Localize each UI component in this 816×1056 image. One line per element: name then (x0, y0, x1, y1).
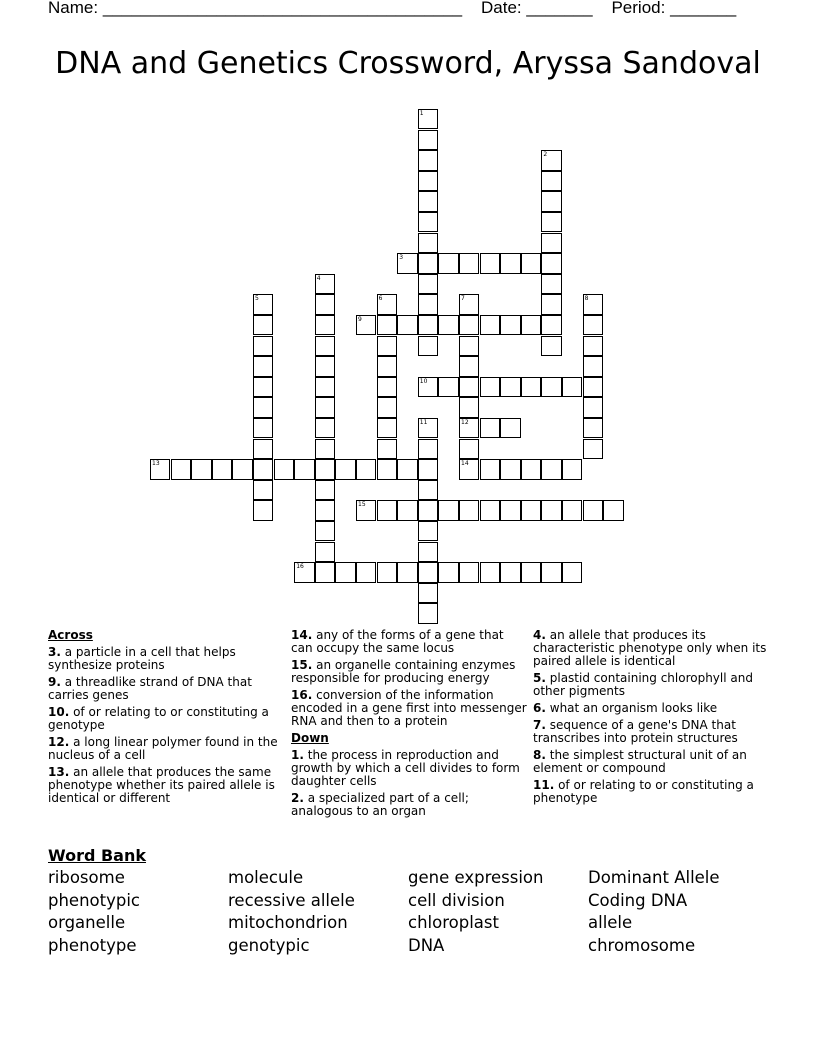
clue-across-9: 9. a threadlike strand of DNA that carries genes (48, 675, 252, 702)
crossword-cell[interactable] (377, 459, 397, 479)
crossword-cell[interactable] (438, 500, 458, 520)
word-bank-word: recessive allele (228, 890, 355, 910)
crossword-cell[interactable] (274, 459, 294, 479)
crossword-cell[interactable] (253, 459, 273, 479)
crossword-cell[interactable] (418, 439, 438, 459)
crossword-cell[interactable] (315, 274, 335, 294)
crossword-cell[interactable] (500, 500, 520, 520)
period-label: Period: (611, 0, 666, 17)
crossword-cell[interactable] (377, 294, 397, 314)
clue-down-5: 5. plastid containing chlorophyll and other pigments (533, 671, 753, 698)
crossword-cell[interactable] (253, 480, 273, 500)
crossword-cell[interactable] (459, 500, 479, 520)
crossword-cell[interactable] (438, 377, 458, 397)
crossword-cell[interactable] (459, 439, 479, 459)
word-bank-column-1 (48, 867, 140, 957)
crossword-cell[interactable] (418, 109, 438, 129)
crossword-cell[interactable] (480, 377, 500, 397)
crossword-cell[interactable] (438, 253, 458, 273)
word-bank-word: phenotypic (48, 890, 140, 910)
crossword-cell[interactable] (356, 562, 376, 582)
clue-across-15: 15. an organelle containing enzymes responsible for producing energy (291, 658, 516, 685)
crossword-cell[interactable] (583, 336, 603, 356)
crossword-cell[interactable] (315, 397, 335, 417)
crossword-cell[interactable] (315, 418, 335, 438)
clue-across-14: 14. any of the forms of a gene that can occupy the same locus (291, 628, 504, 655)
clue-down-6: 6. what an organism looks like (533, 701, 718, 715)
crossword-cell[interactable] (171, 459, 191, 479)
word-bank-word: mitochondrion (228, 913, 348, 933)
crossword-cell[interactable] (253, 500, 273, 520)
clue-across-16: 16. conversion of the information encoded in a gene first into messenger RNA and then to a protein (291, 688, 527, 728)
crossword-cell[interactable] (294, 562, 314, 582)
crossword-cell[interactable] (480, 315, 500, 335)
crossword-cell[interactable] (418, 212, 438, 232)
period-blank[interactable]: _______ (670, 0, 737, 17)
word-bank-column-2 (228, 867, 355, 957)
crossword-cell[interactable] (315, 439, 335, 459)
word-bank-word: cell division (408, 890, 505, 910)
crossword-cell[interactable] (459, 315, 479, 335)
crossword-cell[interactable] (356, 500, 376, 520)
crossword-cell[interactable] (583, 397, 603, 417)
clue-down-11: 11. of or relating to or constituting a phenotype (533, 778, 754, 805)
crossword-cell[interactable] (459, 562, 479, 582)
clue-across-12: 12. a long linear polymer found in the nucleus of a cell (48, 735, 278, 762)
clue-number: 6 (378, 295, 383, 303)
crossword-cell[interactable] (253, 439, 273, 459)
crossword-cell[interactable] (459, 356, 479, 376)
crossword-cell[interactable] (253, 418, 273, 438)
crossword-cell[interactable] (521, 377, 541, 397)
clue-down-1: 1. the process in reproduction and growth by which a cell divides to form daughter cells (291, 748, 520, 788)
crossword-cell[interactable] (418, 583, 438, 603)
clue-number: 5 (255, 295, 259, 303)
crossword-cell[interactable] (397, 459, 417, 479)
crossword-cell[interactable] (377, 500, 397, 520)
crossword-cell[interactable] (521, 459, 541, 479)
crossword-cell[interactable] (418, 233, 438, 253)
crossword-cell[interactable] (253, 356, 273, 376)
crossword-cell[interactable] (315, 459, 335, 479)
crossword-cell[interactable] (356, 459, 376, 479)
clue-number: 11 (419, 419, 428, 426)
crossword-cell[interactable] (583, 377, 603, 397)
clue-across-10: 10. of or relating to or constituting a genotype (48, 705, 269, 732)
crossword-cell[interactable] (294, 459, 314, 479)
crossword-cell[interactable] (315, 315, 335, 335)
clue-down-4: 4. an allele that produces its characteristic phenotype only when its paired allele is identical (533, 628, 767, 668)
crossword-cell[interactable] (541, 191, 561, 211)
crossword-cell[interactable] (480, 562, 500, 582)
crossword-cell[interactable] (521, 315, 541, 335)
crossword-cell[interactable] (541, 500, 561, 520)
crossword-cell[interactable] (480, 253, 500, 273)
word-bank-word: gene expression (408, 868, 544, 887)
word-bank-word: organelle (48, 913, 126, 933)
clue-number: 3 (399, 254, 404, 262)
crossword-cell[interactable] (459, 418, 479, 438)
crossword-cell[interactable] (150, 459, 170, 479)
crossword-cell[interactable] (583, 315, 603, 335)
clue-across-3: 3. a particle in a cell that helps synthesize proteins (48, 645, 236, 672)
word-bank-column-3 (408, 867, 543, 957)
crossword-cell[interactable] (418, 377, 438, 397)
clue-number: 10 (419, 377, 428, 385)
name-label: Name: (48, 0, 99, 17)
crossword-cell[interactable] (253, 377, 273, 397)
crossword-cell[interactable] (459, 294, 479, 314)
clue-number: 16 (296, 563, 304, 571)
word-bank-word: chloroplast (408, 913, 499, 933)
date-label: Date: (481, 0, 522, 17)
word-bank-word: genotypic (228, 935, 310, 955)
crossword-cell[interactable] (335, 562, 355, 582)
crossword-cell[interactable] (315, 356, 335, 376)
clue-number: 13 (152, 460, 160, 468)
clue-down-2: 2. a specialized part of a cell; analogous to an organ (291, 791, 469, 818)
crossword-cell[interactable] (253, 294, 273, 314)
crossword-cell[interactable] (500, 315, 520, 335)
crossword-cell[interactable] (541, 253, 561, 273)
crossword-cell[interactable] (418, 521, 438, 541)
word-bank-column-4 (588, 867, 720, 957)
crossword-cell[interactable] (418, 253, 438, 273)
crossword-cell[interactable] (541, 212, 561, 232)
crossword-cell[interactable] (541, 294, 561, 314)
crossword-cell[interactable] (480, 418, 500, 438)
clue-number: 8 (584, 295, 589, 303)
crossword-cell[interactable] (315, 562, 335, 582)
crossword-cell[interactable] (583, 418, 603, 438)
word-bank-word: DNA (408, 935, 445, 955)
crossword-cell[interactable] (315, 294, 335, 314)
across-heading: Across (48, 628, 93, 642)
crossword-cell[interactable] (562, 500, 582, 520)
crossword-cell[interactable] (541, 150, 561, 170)
crossword-cell[interactable] (377, 439, 397, 459)
crossword-cell[interactable] (541, 377, 561, 397)
crossword-cell[interactable] (583, 294, 603, 314)
crossword-cell[interactable] (418, 562, 438, 582)
word-bank-title: Word Bank (48, 846, 147, 865)
crossword-cell[interactable] (315, 377, 335, 397)
crossword-cell[interactable] (500, 377, 520, 397)
word-bank-word: ribosome (48, 868, 125, 887)
clue-number: 2 (543, 151, 548, 159)
crossword-cell[interactable] (253, 315, 273, 335)
crossword-cell[interactable] (521, 500, 541, 520)
crossword-cell[interactable] (377, 397, 397, 417)
crossword-cell[interactable] (521, 253, 541, 273)
crossword-cell[interactable] (459, 397, 479, 417)
crossword-cell[interactable] (418, 336, 438, 356)
clues-column-1 (48, 629, 284, 809)
crossword-cell[interactable] (335, 459, 355, 479)
crossword-cell[interactable] (418, 603, 438, 623)
crossword-cell[interactable] (397, 562, 417, 582)
crossword-cell[interactable] (500, 562, 520, 582)
crossword-cell[interactable] (418, 171, 438, 191)
crossword-cell[interactable] (459, 253, 479, 273)
crossword-cell[interactable] (418, 542, 438, 562)
crossword-cell[interactable] (397, 500, 417, 520)
crossword-cell[interactable] (377, 315, 397, 335)
clue-number: 12 (461, 419, 469, 426)
crossword-cell[interactable] (480, 459, 500, 479)
crossword-cell[interactable] (418, 294, 438, 314)
crossword-cell[interactable] (315, 336, 335, 356)
crossword-cell[interactable] (583, 356, 603, 376)
crossword-cell[interactable] (541, 336, 561, 356)
crossword-cell[interactable] (397, 253, 417, 273)
crossword-cell[interactable] (418, 274, 438, 294)
crossword-cell[interactable] (438, 562, 458, 582)
crossword-cell[interactable] (459, 377, 479, 397)
crossword-cell[interactable] (480, 500, 500, 520)
crossword-cell[interactable] (212, 459, 232, 479)
crossword-cell[interactable] (562, 377, 582, 397)
word-bank-word: molecule (228, 868, 304, 887)
crossword-cell[interactable] (521, 562, 541, 582)
clue-number: 15 (358, 501, 366, 509)
date-blank[interactable]: _______ (526, 0, 593, 17)
clue-down-7: 7. sequence of a gene's DNA that transcribes into protein structures (533, 718, 738, 745)
crossword-cell[interactable] (418, 459, 438, 479)
clues-column-2 (291, 629, 527, 822)
crossword-cell[interactable] (541, 315, 561, 335)
clue-number: 14 (461, 460, 469, 468)
word-bank-word: allele (588, 913, 633, 933)
crossword-cell[interactable] (377, 562, 397, 582)
crossword-cell[interactable] (418, 500, 438, 520)
crossword-cell[interactable] (191, 459, 211, 479)
crossword-cell[interactable] (315, 542, 335, 562)
clue-down-8: 8. the simplest structural unit of an element or compound (533, 748, 747, 775)
name-blank[interactable]: ______________________________________ (102, 0, 463, 17)
crossword-cell[interactable] (253, 397, 273, 417)
crossword-grid (150, 109, 626, 625)
crossword-cell[interactable] (418, 480, 438, 500)
crossword-cell[interactable] (377, 418, 397, 438)
word-bank-word: Dominant Allele (588, 868, 720, 887)
down-heading: Down (291, 731, 329, 745)
crossword-cell[interactable] (356, 315, 376, 335)
crossword-cell[interactable] (541, 562, 561, 582)
crossword-cell[interactable] (562, 459, 582, 479)
crossword-cell[interactable] (603, 500, 623, 520)
crossword-cell[interactable] (315, 521, 335, 541)
crossword-cell[interactable] (418, 418, 438, 438)
crossword-cell[interactable] (377, 377, 397, 397)
crossword-cell[interactable] (541, 459, 561, 479)
crossword-cell[interactable] (315, 480, 335, 500)
crossword-cell[interactable] (583, 439, 603, 459)
crossword-cell[interactable] (541, 171, 561, 191)
crossword-cell[interactable] (500, 418, 520, 438)
crossword-cell[interactable] (253, 336, 273, 356)
crossword-cell[interactable] (232, 459, 252, 479)
crossword-cell[interactable] (541, 233, 561, 253)
crossword-cell[interactable] (459, 459, 479, 479)
crossword-cell[interactable] (377, 356, 397, 376)
crossword-cell[interactable] (418, 191, 438, 211)
page-title: DNA and Genetics Crossword, Aryssa Sandoval (55, 46, 761, 81)
crossword-cell[interactable] (315, 500, 335, 520)
name-date-period-line (48, 0, 736, 18)
clue-number: 9 (358, 316, 362, 323)
word-bank-word: phenotype (48, 935, 137, 955)
clues-column-3 (533, 629, 769, 809)
crossword-cell[interactable] (500, 459, 520, 479)
crossword-cell[interactable] (397, 315, 417, 335)
crossword-cell[interactable] (377, 336, 397, 356)
crossword-cell[interactable] (583, 500, 603, 520)
crossword-cell[interactable] (500, 253, 520, 273)
clue-number: 1 (419, 110, 424, 117)
crossword-cell[interactable] (418, 315, 438, 335)
word-bank-word: chromosome (588, 935, 696, 955)
clue-number: 4 (316, 274, 321, 282)
crossword-cell[interactable] (562, 562, 582, 582)
clue-number: 7 (461, 295, 465, 303)
crossword-cell[interactable] (541, 274, 561, 294)
crossword-cell[interactable] (459, 336, 479, 356)
clue-across-13: 13. an allele that produces the same phenotype whether its paired allele is identical or different (48, 765, 275, 805)
word-bank-word: Coding DNA (588, 890, 688, 910)
crossword-cell[interactable] (418, 130, 438, 150)
crossword-cell[interactable] (438, 315, 458, 335)
crossword-cell[interactable] (418, 150, 438, 170)
